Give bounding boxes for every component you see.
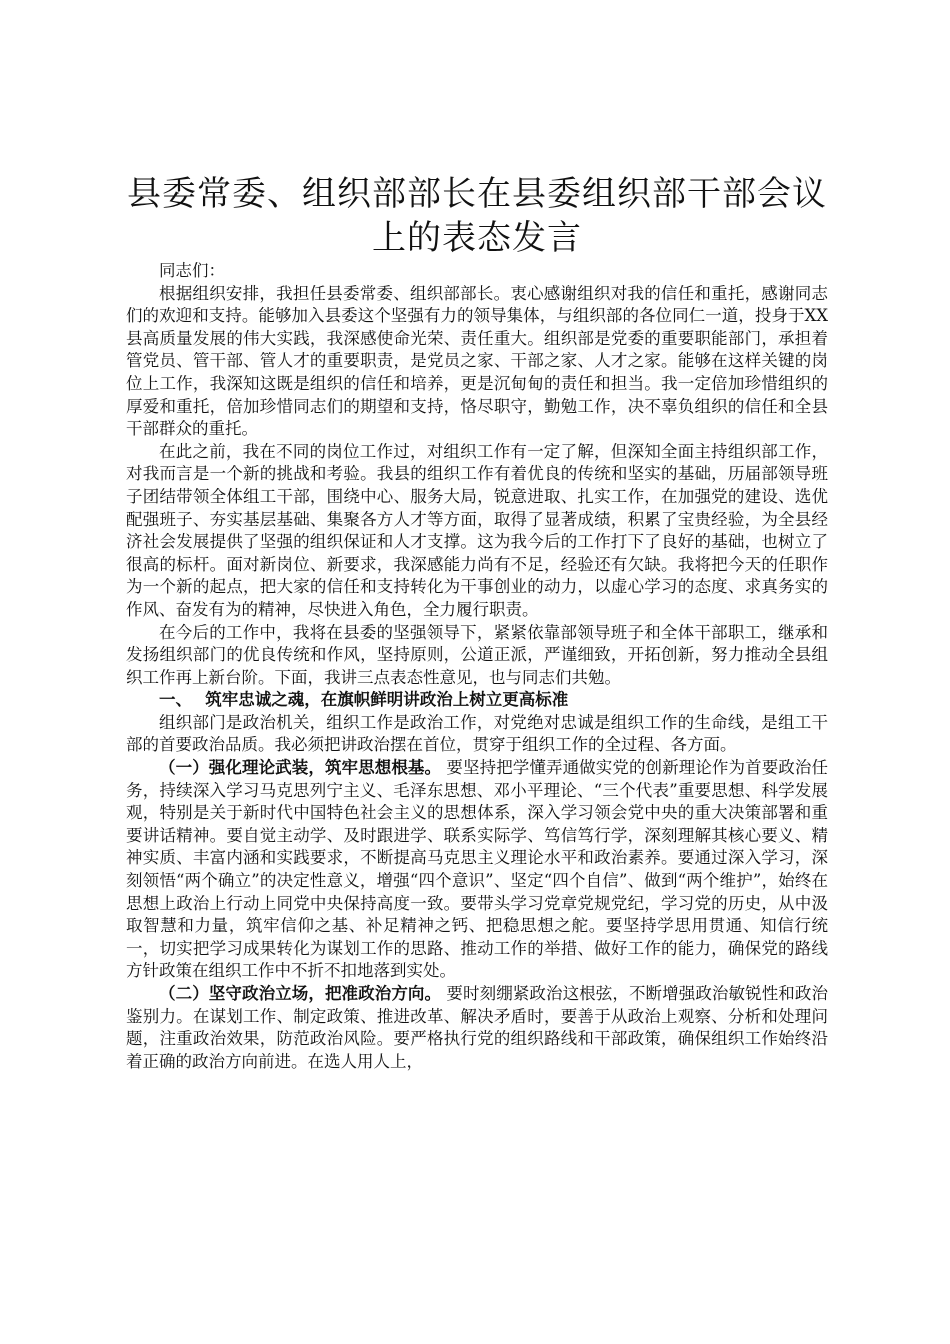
paragraph-3: 在今后的工作中，我将在县委的坚强领导下，紧紧依靠部领导班子和全体干部职工，继承和发扬组织部门的优良传统和作风，坚持原则，公道正派，严谨细致，开拓创新，努力推动全县组织工作再上新台阶。下面，我讲三点表态性意见，也与同志们共勉。 xyxy=(126,622,828,687)
subsection-2-paragraph xyxy=(126,983,828,1073)
subsection-2-text: 要时刻绷紧政治这根弦，不断增强政治敏锐性和政治鉴别力。在谋划工作、制定政策、推进改革、解决矛盾时，要善于从政治上观察、分析和处理问题，注重政治效果，防范政治风险。要严格执行党的组织路线和干部政策，确保组织工作始终沿着正确的政治方向前进。在选人用人上， xyxy=(126,984,828,1071)
salutation: 同志们： xyxy=(159,261,225,280)
section-1-number: 一、 xyxy=(159,690,192,710)
subsection-1-lead: （一）强化理论武装，筑牢思想根基。 xyxy=(159,758,442,778)
document-title xyxy=(126,172,828,260)
paragraph-2: 在此之前，我在不同的岗位工作过，对组织工作有一定了解，但深知全面主持组织部工作，对我而言是一个新的挑战和考验。我县的组织工作有着优良的传统和坚实的基础，历届部领导班子团结带领全体组工干部，围绕中心、服务大局，锐意进取、扎实工作，在加强党的建设、选优配强班子、夯实基层基础、集聚各方人才等方面，取得了显著成绩，积累了宝贵经验，为全县经济社会发展提供了坚强的组织保证和人才支撑。这为我今后的工作打下了良好的基础，也树立了很高的标杆。面对新岗位、新要求，我深感能力尚有不足，经验还有欠缺。我将把今天的任职作为一个新的起点，把大家的信任和支持转化为干事创业的动力，以虚心学习的态度、求真务实的作风、奋发有为的精神，尽快进入角色，全力履行职责。 xyxy=(126,441,828,619)
title-line-2: 上的表态发言 xyxy=(372,218,582,258)
section-1-intro: 组织部门是政治机关，组织工作是政治工作，对党绝对忠诚是组织工作的生命线，是组工干部的首要政治品质。我必须把讲政治摆在首位，贯穿于组织工作的全过程、各方面。 xyxy=(126,712,828,755)
section-1-heading xyxy=(126,689,828,712)
subsection-1-paragraph xyxy=(126,757,828,983)
paragraph-1: 根据组织安排，我担任县委常委、组织部部长。衷心感谢组织对我的信任和重托，感谢同志们的欢迎和支持。能够加入县委这个坚强有力的领导集体，与组织部的各位同仁一道，投身于XX县高质量发展的伟大实践，我深感使命光荣、责任重大。组织部是党委的重要职能部门，承担着管党员、管干部、管人才的重要职责，是党员之家、干部之家、人才之家。能够在这样关键的岗位上工作，我深知这既是组织的信任和培养，更是沉甸甸的责任和担当。我一定倍加珍惜组织的厚爱和重托，倍加珍惜同志们的期望和支持，恪尽职守，勤勉工作，决不辜负组织的信任和全县干部群众的重托。 xyxy=(126,283,828,439)
section-1-title: 筑牢忠诚之魂，在旗帜鲜明讲政治上树立更高标准 xyxy=(205,690,569,710)
document-body xyxy=(126,172,828,1073)
subsection-2-lead: （二）坚守政治立场，把准政治方向。 xyxy=(159,984,442,1003)
subsection-1-text: 要坚持把学懂弄通做实党的创新理论作为首要政治任务，持续深入学习马克思列宁主义、毛泽东思想、邓小平理论、“三个代表”重要思想、科学发展观，特别是关于新时代中国特色社会主义的思想体系，深入学习领会党中央的重大决策部署和重要讲话精神。要自觉主动学、及时跟进学、联系实际学、笃信笃行学，深刻理解其核心要义、精神实质、丰富内涵和实践要求，不断提高马克思主义理论水平和政治素养。要通过深入学习，深刻领悟“两个确立”的决定性意义，增强“四个意识”、坚定“四个自信”、做到“两个维护”，始终在思想上政治上行动上同党中央保持高度一致。要带头学习党章党规党纪，学习党的历史，从中汲取智慧和力量，筑牢信仰之基、补足精神之钙、把稳思想之舵。要坚持学思用贯通、知信行统一，切实把学习成果转化为谋划工作的思路、推动工作的举措、做好工作的能力，确保党的路线方针政策在组织工作中不折不扣地落到实处。 xyxy=(126,758,828,981)
title-line-1: 县委常委、组织部部长在县委组织部干部会议 xyxy=(127,174,827,214)
